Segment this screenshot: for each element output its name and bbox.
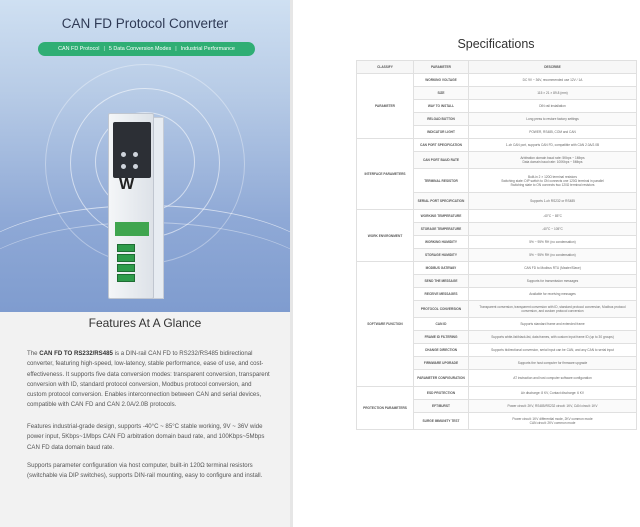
spec-parameter-cell: RECEIVE MESSAGES [414, 288, 469, 301]
features-paragraph-1 [27, 349, 271, 411]
spec-parameter-cell: PARAMETER CONFIGURATION [414, 370, 469, 387]
spec-describe-cell: Power circuit: 1KV differential mode, 2KV common mode CAN circuit: 2KV common mode [469, 413, 637, 430]
spec-parameter-cell: SURGE IMMUNITY TEST [414, 413, 469, 430]
spec-describe-cell: Transparent conversion, transparent conversion with ID, standard protocol conversion, Modbus protocol conversion, and custom protocol conversion [469, 301, 637, 318]
spec-describe-cell: 5% ~ 95% RH (no condensation) [469, 249, 637, 262]
spec-parameter-cell: SERIAL PORT SPECIFICATION [414, 193, 469, 210]
spec-parameter-cell: STORAGE TEMPERATURE [414, 223, 469, 236]
spec-parameter-cell: FRAME ID FILTERING [414, 331, 469, 344]
spec-describe-cell: POWER, RS485, COM and CAN [469, 126, 637, 139]
hero-banner [0, 0, 290, 312]
tag-modes: 5 Data Conversion Modes [108, 46, 172, 52]
spec-parameter-cell: WORKING HUMIDITY [414, 236, 469, 249]
spec-describe-cell: AT instruction and host computer software configuration [469, 370, 637, 387]
spec-classify-cell: PROTECTION PARAMETERS [357, 387, 414, 430]
spec-classify-cell: SOFTWARE FUNCTION [357, 262, 414, 387]
spec-row [357, 139, 637, 152]
spec-describe-cell: Arbitration domain baud rate: 5Kbps ~ 1Mbps Data domain baud rate: 100Kbps ~ 5Mbps [469, 152, 637, 169]
spec-describe-cell: DC 9V ~ 36V, recommended use 12V / 1A [469, 74, 637, 87]
spec-row [357, 387, 637, 400]
led-icon [133, 164, 138, 169]
features-paragraph-2: Features industrial-grade design, supports -40°C ~ 85°C stable working, 9V ~ 36V wide power input, 5Kbps~1Mbps CAN FD arbitration domain baud rate, and 100Kbps~5Mbps CAN FD data domain baud rate. [27, 423, 265, 451]
spec-describe-cell: Supports bidirectional conversion, serial input can be CAN, and any CAN to serial input [469, 344, 637, 357]
spec-row [357, 74, 637, 87]
feature-tags-pill [38, 42, 255, 56]
spec-parameter-cell: WORKING TEMPERATURE [414, 210, 469, 223]
spec-describe-cell: CAN FD to Modbus RTU (Master/Slave) [469, 262, 637, 275]
features-paragraph-3: Supports parameter configuration via host computer, built-in 120Ω terminal resistors (switchable via DIP switches), supports DIN-rail mounting, easy to configure and install. [27, 462, 263, 480]
spec-describe-cell: -40°C ~ 85°C [469, 210, 637, 223]
spec-describe-cell: Power circuit: 2KV, RS485/RS232 circuit: 1KV, CAN circuit: 1KV [469, 400, 637, 413]
spec-parameter-cell: RELOAD BUTTON [414, 113, 469, 126]
spec-describe-cell: Available for receiving messages [469, 288, 637, 301]
terminal-block [117, 244, 135, 252]
terminal-block [117, 264, 135, 272]
spec-row [357, 210, 637, 223]
spec-describe-cell: 1-ch CAN port, supports CAN FD, compatible with CAN 2.0A/2.0B [469, 139, 637, 152]
device-image [108, 113, 168, 299]
header-parameter: PARAMETER [414, 61, 469, 74]
spec-describe-cell: DIN rail installation [469, 100, 637, 113]
header-classify: CLASSIFY [357, 61, 414, 74]
header-describe: DESCRIBE [469, 61, 637, 74]
spec-parameter-cell: CAN PORT SPECIFICATION [414, 139, 469, 152]
spec-describe-cell: Air discharge: 8 KV, Contact discharge: 6 KV [469, 387, 637, 400]
spec-parameter-cell: WAY TO INSTALL [414, 100, 469, 113]
product-name: CAN FD TO RS232/RS485 [39, 350, 113, 357]
spec-describe-cell: Supports standard frame and extended frame [469, 318, 637, 331]
left-panel [0, 0, 290, 527]
spec-parameter-cell: SEND THE MESSAGE [414, 275, 469, 288]
spec-parameter-cell: MODBUS GATEWAY [414, 262, 469, 275]
hero-title: CAN FD Protocol Converter [61, 16, 229, 31]
tag-separator: | [175, 46, 177, 52]
spec-describe-cell: Supports 1-ch RS232 or RS485 [469, 193, 637, 210]
led-icon [133, 152, 138, 157]
spec-parameter-cell: INDICATOR LIGHT [414, 126, 469, 139]
tag-separator: | [103, 46, 105, 52]
spec-parameter-cell: ESD PROTECTION [414, 387, 469, 400]
spec-parameter-cell: CAN PORT BAUD RATE [414, 152, 469, 169]
device-body [108, 113, 154, 299]
spec-describe-cell: Built-in 2 × 120Ω terminal resistors Switching state: DIP switch to ON connects one 120Ω terminal in parallel Switching state to ON connects two 120Ω terminal resistors [469, 169, 637, 193]
spec-parameter-cell: PROTOCOL CONVERSION [414, 301, 469, 318]
device-indicator-panel [113, 122, 151, 178]
spec-parameter-cell: CAN ID [414, 318, 469, 331]
spec-parameter-cell: STORAGE HUMIDITY [414, 249, 469, 262]
spec-parameter-cell: FIRMWARE UPGRADE [414, 357, 469, 370]
panel-divider [290, 0, 293, 527]
terminal-block [117, 254, 135, 262]
features-title: Features At A Glance [88, 316, 202, 330]
spec-row [357, 262, 637, 275]
spec-parameter-cell: TERMINAL RESISTOR [414, 169, 469, 193]
specifications-title: Specifications [457, 37, 535, 51]
spec-describe-cell: Supports white-list/black-list, data frames, with custom input frame ID (up to 30 groups) [469, 331, 637, 344]
spec-describe-cell: 115 × 21 × 89.8 (mm) [469, 87, 637, 100]
spec-classify-cell: PARAMETER [357, 74, 414, 139]
spec-parameter-cell: EFT/BURST [414, 400, 469, 413]
tag-protocol: CAN FD Protocol [58, 46, 100, 52]
spec-parameter-cell: CHANGE DIRECTION [414, 344, 469, 357]
spec-describe-cell: Long press to restore factory settings [469, 113, 637, 126]
spec-parameter-cell: WORKING VOLTAGE [414, 74, 469, 87]
led-icon [121, 164, 126, 169]
spec-parameter-cell: SIZE [414, 87, 469, 100]
brand-logo: W [119, 176, 135, 193]
led-icon [121, 152, 126, 157]
specifications-table [356, 60, 637, 430]
spec-classify-cell: INTERFACE PARAMETERS [357, 139, 414, 210]
spec-describe-cell: Supports for transmission messages [469, 275, 637, 288]
terminal-block [117, 274, 135, 282]
spec-describe-cell: 5% ~ 95% RH (no condensation) [469, 236, 637, 249]
device-label [115, 222, 149, 236]
spec-describe-cell: -40°C ~ 105°C [469, 223, 637, 236]
spec-describe-cell: Supports the host computer for firmware upgrade [469, 357, 637, 370]
tag-performance: Industrial Performance [180, 46, 235, 52]
features-p1-rest: is a DIN-rail CAN FD to RS232/RS485 bidirectional converter, featuring high-speed, low-latency, stable performance, ease of use, and cost-effectiveness. It supports five data conversion modes: transparent conversion, transparent conversion with ID, standard protocol conversion, Modbus protocol conversion, and custom protocol conversion. Enables interconnection between CAN and serial devices, compatible with CAN FD and CAN 2.0A/2.0B protocols. [27, 350, 270, 409]
spec-classify-cell: WORK ENVIRONMENT [357, 210, 414, 262]
features-p1-lead: The [27, 350, 40, 357]
